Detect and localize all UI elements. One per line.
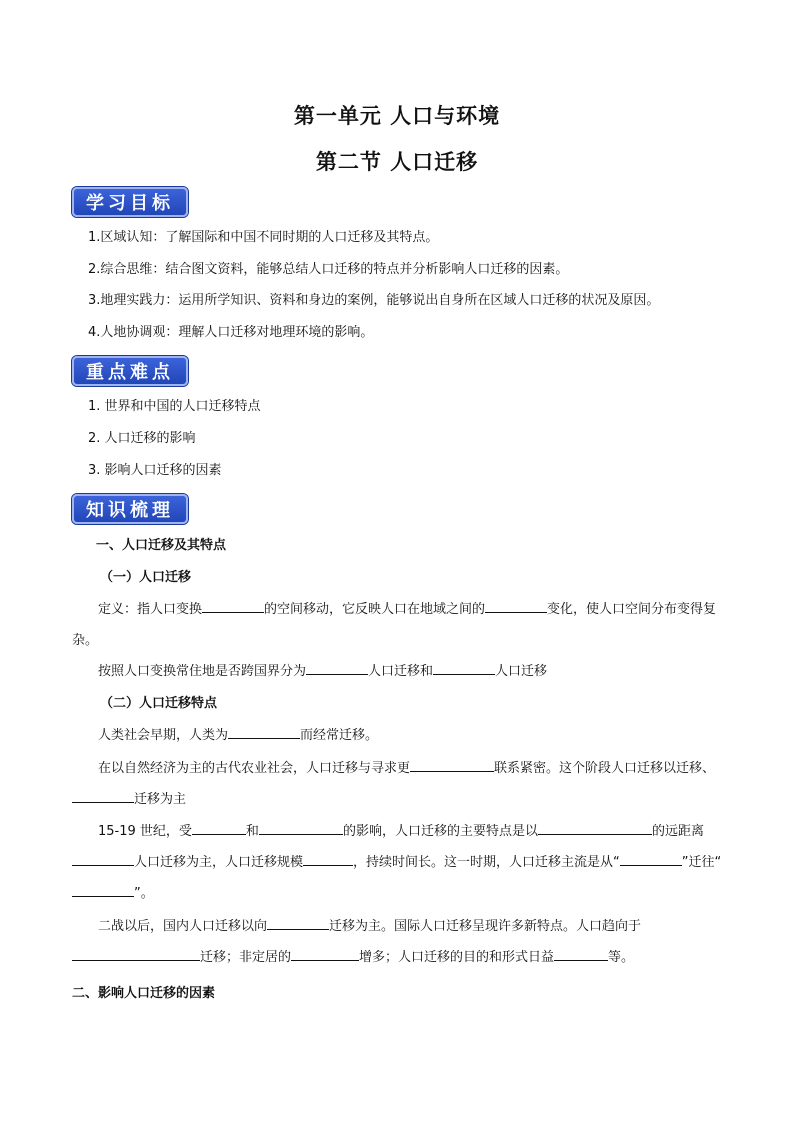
agriculture-paragraph: 在以自然经济为主的古代农业社会，人口迁移与寻求更 联系紧密。这个阶段人口迁移以迁移、迁移为主 [72, 753, 724, 815]
key-point-item: 1. 世界和中国的人口迁移特点 [88, 399, 261, 414]
knowledge-badge: 知识梳理 [72, 494, 188, 524]
early-paragraph: 人类社会早期，人类为 而经常迁移。 [72, 720, 724, 751]
objectives-badge: 学习目标 [72, 187, 188, 217]
objective-item: 2.综合思维：结合图文资料，能够总结人口迁移的特点并分析影响人口迁移的因素。 [88, 262, 569, 277]
key-point-item: 3. 影响人口迁移的因素 [88, 463, 222, 478]
objective-item: 1.区域认知：了解国际和中国不同时期的人口迁移及其特点。 [88, 230, 439, 245]
subheading-features: （二）人口迁移特点 [100, 696, 218, 711]
key-point-item: 2. 人口迁移的影响 [88, 431, 196, 446]
definition-paragraph: 定义：指人口变换 的空间移动，它反映人口在地域之间的 变化，使人口空间分布变得复杂。 [72, 594, 724, 656]
classification-paragraph: 按照人口变换常住地是否跨国界分为 人口迁移和 人口迁移 [72, 656, 724, 687]
subheading-migration: （一）人口迁移 [100, 570, 192, 585]
heading-migration: 一、人口迁移及其特点 [96, 538, 227, 553]
heading-factors: 二、影响人口迁移的因素 [72, 986, 216, 1001]
objective-item: 3.地理实践力：运用所学知识、资料和身边的案例，能够说出自身所在区域人口迁移的状况及原因。 [88, 293, 660, 308]
section-title: 第二节 人口迁移 [315, 149, 479, 174]
unit-title: 第一单元 人口与环境 [293, 103, 501, 128]
objective-item: 4.人地协调观：理解人口迁移对地理环境的影响。 [88, 325, 374, 340]
century-paragraph: 15-19 世纪，受 和 的影响，人口迁移的主要特点是以 的远距离人口迁移为主，人口迁移规模 ，持续时间长。这一时期，人口迁移主流是从“ ”迁往“”。 [72, 816, 724, 909]
key-points-badge: 重点难点 [72, 356, 188, 386]
postwar-paragraph: 二战以后，国内人口迁移以向 迁移为主。国际人口迁移呈现许多新特点。人口趋向于迁移；非定居的 增多；人口迁移的目的和形式日益 等。 [72, 911, 724, 973]
